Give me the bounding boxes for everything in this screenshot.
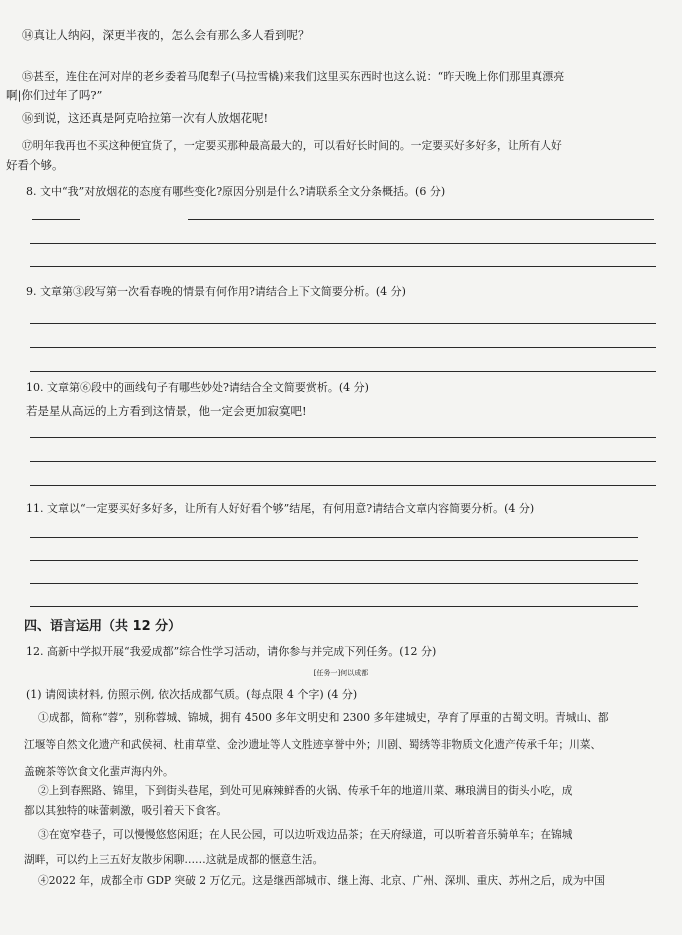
paragraph-15-line1: ⑮甚至，连住在河对岸的老乡委着马爬犁子(马拉雪橇)来我们这里买东西时也这么说：“昨天晚上你们那里真漂亮: [22, 70, 565, 83]
underlined-sentence: 若是星从高远的上方看到这情景，他一定会更加寂寞吧!: [26, 404, 307, 418]
answer-line[interactable]: [30, 347, 656, 348]
answer-line[interactable]: [30, 323, 656, 324]
paragraph-15-line2: 啊|你们过年了吗?”: [6, 88, 103, 102]
material-2-line1: ②上到春熙路、锦里，下到街头巷尾，到处可见麻辣鲜香的火锅、传承千年的地道川菜、琳琅满目的街头小吃，成: [38, 784, 573, 797]
task-instruction: (1) 请阅读材料, 仿照示例, 依次括成都气质。(每点限 4 个字) (4 分): [26, 688, 358, 701]
paragraph-14: ⑭真让人纳闷，深更半夜的，怎么会有那么多人看到呢？: [22, 28, 310, 42]
answer-line[interactable]: [30, 437, 656, 438]
material-1-line2: 江堰等自然文化遗产和武侯祠、杜甫草堂、金沙遗址等人文胜迹享誉中外；川剧、蜀绣等非物质文化遗产传承千年；川菜、: [24, 738, 602, 751]
material-4-line1: ④2022 年，成都全市 GDP 突破 2 万亿元。这是继西部城市、继上海、北京、广州、深圳、重庆、苏州之后，成为中国: [38, 874, 605, 887]
answer-line[interactable]: [30, 583, 638, 584]
answer-line[interactable]: [30, 371, 656, 372]
material-2-line2: 都以其独特的味蕾刺激，吸引着天下食客。: [24, 804, 228, 817]
answer-line[interactable]: [30, 606, 638, 607]
material-1-line3: 盖碗茶等饮食文化蜚声海内外。: [24, 765, 174, 778]
section-heading: 四、语言运用（共 12 分）: [24, 619, 182, 634]
answer-line[interactable]: [188, 219, 654, 220]
answer-line[interactable]: [30, 560, 638, 561]
question-10: 10. 文章第⑥段中的画线句子有哪些妙处?请结合全文简要赏析。(4 分): [26, 381, 369, 394]
paragraph-16: ⑯到说，这还真是阿克哈拉第一次有人放烟花呢!: [22, 111, 269, 125]
task-1-title: [任务一]何以成都: [313, 669, 369, 677]
answer-line[interactable]: [30, 461, 656, 462]
answer-line[interactable]: [32, 219, 80, 220]
question-11: 11. 文章以“一定要买好多好多，让所有人好好看个够”结尾，有何用意?请结合文章内容简要分析。(4 分): [26, 502, 535, 515]
answer-line[interactable]: [30, 485, 656, 486]
answer-line[interactable]: [30, 537, 638, 538]
paragraph-17-line2: 好看个够。: [6, 158, 64, 172]
answer-line[interactable]: [30, 266, 656, 267]
question-9: 9. 文章第③段写第一次看春晚的情景有何作用?请结合上下文简要分析。(4 分): [26, 285, 406, 298]
question-8: 8. 文中“我”对放烟花的态度有哪些变化?原因分别是什么?请联系全文分条概括。(6 分): [26, 185, 446, 198]
answer-line[interactable]: [30, 243, 656, 244]
material-3-line1: ③在宽窄巷子，可以慢慢悠悠闲逛；在人民公园，可以边听戏边品茶；在天府绿道，可以听着音乐骑单车；在锦城: [38, 828, 573, 841]
material-3-line2: 湖畔，可以约上三五好友散步闲聊……这就是成都的惬意生活。: [24, 853, 324, 866]
question-12: 12. 高新中学拟开展“我爱成都”综合性学习活动，请你参与并完成下列任务。(12 分): [26, 645, 437, 658]
material-1-line1: ①成都，简称“蓉”，别称蓉城、锦城，拥有 4500 多年文明史和 2300 多年建城史，孕育了厚重的古蜀文明。青城山、都: [38, 711, 609, 724]
paragraph-17-line1: ⑰明年我再也不买这种便宜货了，一定要买那种最高最大的，可以看好长时间的。一定要买好多好多，让所有人好: [22, 139, 562, 152]
